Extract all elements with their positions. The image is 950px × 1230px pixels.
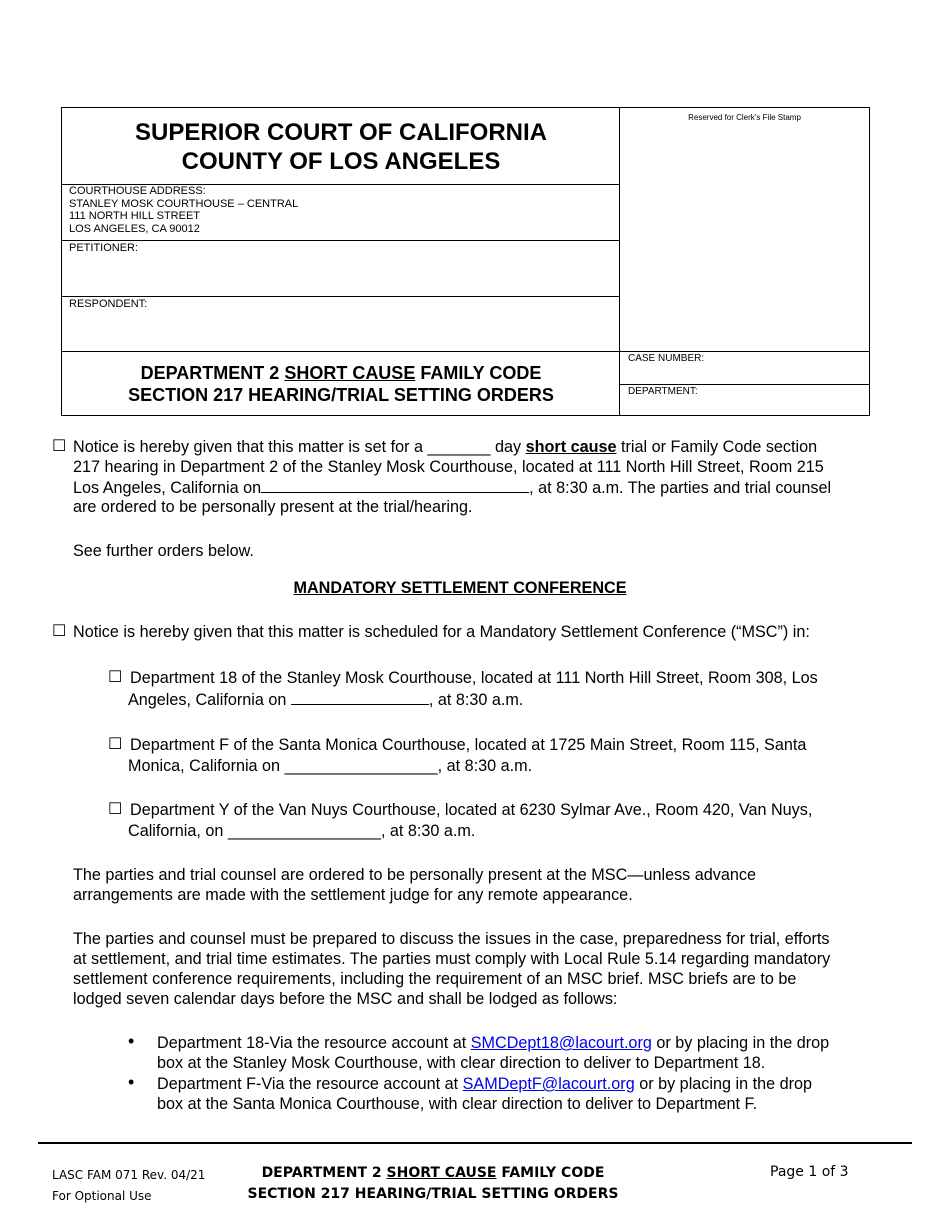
court-name-line2: COUNTY OF LOS ANGELES <box>181 148 501 175</box>
page-number: Page 1 of 3 <box>770 1164 849 1180</box>
text: Department 18-Via the resource account at <box>157 1034 471 1052</box>
divider <box>620 351 869 352</box>
text: , at 8:30 a.m. <box>428 691 524 709</box>
msc-dept18-line2 <box>128 689 523 710</box>
text: , at 8:30 a.m. <box>437 757 533 775</box>
form-title-line1 <box>62 362 620 384</box>
text: California, on <box>128 822 228 840</box>
footer-title <box>233 1163 633 1205</box>
text: trial or Family Code section <box>616 438 818 456</box>
case-number-label: CASE NUMBER: <box>628 353 705 364</box>
brief-dept18-line1 <box>157 1033 829 1053</box>
address-line1: STANLEY MOSK COURTHOUSE – CENTRAL <box>69 197 299 210</box>
text: Angeles, California on <box>128 691 291 709</box>
form-title-text: DEPARTMENT 2 <box>140 363 285 383</box>
form-id: LASC FAM 071 Rev. 04/21 <box>52 1168 206 1182</box>
footer-title-line1 <box>233 1163 633 1184</box>
msc-dept18-line1: Department 18 of the Stanley Mosk Courthouse, located at 111 North Hill Street, Room 308, Los <box>130 669 818 687</box>
msc-dept18-checkbox[interactable]: ☐ <box>108 669 123 686</box>
msc-deptf-checkbox[interactable]: ☐ <box>108 736 123 753</box>
text: , at 8:30 a.m. The parties and trial counsel <box>529 479 832 497</box>
form-title-short-cause: SHORT CAUSE <box>284 363 416 383</box>
address-line3: LOS ANGELES, CA 90012 <box>69 222 200 235</box>
divider <box>62 351 619 352</box>
court-name <box>62 118 620 176</box>
footer-rule <box>38 1142 912 1144</box>
form-title-line2: SECTION 217 HEARING/TRIAL SETTING ORDERS <box>128 385 554 405</box>
text: Monica, California on <box>128 757 285 775</box>
trial-notice-line3 <box>73 477 831 498</box>
msc-prep-line4: lodged seven calendar days before the MSC and shall be lodged as follows: <box>73 990 618 1008</box>
msc-prep-line2: at settlement, and trial time estimates. The parties must comply with Local Rule 5.14 regarding mandatory <box>73 950 831 968</box>
text: or by placing in the drop <box>651 1034 830 1052</box>
brief-dept18-line2: box at the Stanley Mosk Courthouse, with clear direction to deliver to Department 18. <box>157 1054 766 1072</box>
text: Department F-Via the resource account at <box>157 1075 463 1093</box>
msc-presence-line2: arrangements are made with the settlement judge for any remote appearance. <box>73 886 633 904</box>
form-title <box>62 362 620 406</box>
msc-notice-checkbox[interactable]: ☐ <box>52 623 67 640</box>
msc-heading: MANDATORY SETTLEMENT CONFERENCE <box>293 579 627 597</box>
department-label: DEPARTMENT: <box>628 386 698 397</box>
courthouse-address <box>69 185 298 235</box>
msc-deptf-line1: Department F of the Santa Monica Courthouse, located at 1725 Main Street, Room 115, Santa <box>130 736 807 754</box>
msc-depty-line2 <box>128 821 475 841</box>
see-further-orders: See further orders below. <box>73 542 254 560</box>
respondent-label: RESPONDENT: <box>69 298 148 310</box>
email-link-smcdept18[interactable]: SMCDept18@lacourt.org <box>470 1034 652 1052</box>
footer-form-info <box>52 1165 205 1207</box>
caption-right-column <box>620 108 869 415</box>
trial-notice-line4: are ordered to be personally present at the trial/hearing. <box>73 498 473 516</box>
short-cause-emphasis: short cause <box>525 438 617 456</box>
msc-presence-line1: The parties and trial counsel are ordered to be personally present at the MSC—unless advance <box>73 866 756 884</box>
msc-depty-date-blank[interactable]: _________________ <box>227 822 381 840</box>
form-title-text: FAMILY CODE <box>415 363 542 383</box>
trial-days-blank[interactable]: _______ <box>427 438 491 456</box>
text: Notice is hereby given that this matter is set for a <box>73 438 428 456</box>
bullet-icon: • <box>128 1031 135 1051</box>
text: Los Angeles, California on <box>73 479 262 497</box>
trial-notice-line1 <box>73 437 860 457</box>
brief-deptf-line1 <box>157 1074 812 1094</box>
trial-notice-line2: 217 hearing in Department 2 of the Stanley Mosk Courthouse, located at 111 North Hill Street, Room 215 <box>73 458 824 476</box>
msc-deptf-date-blank[interactable]: _________________ <box>284 757 438 775</box>
brief-deptf-line2: box at the Santa Monica Courthouse, with clear direction to deliver to Department F. <box>157 1095 758 1113</box>
caption-left-column <box>62 108 620 415</box>
courthouse-address-label: COURTHOUSE ADDRESS: <box>69 185 206 197</box>
divider <box>620 384 869 385</box>
caption-box <box>61 107 870 416</box>
court-name-line1: SUPERIOR COURT OF CALIFORNIA <box>135 119 547 146</box>
text: day <box>490 438 526 456</box>
petitioner-label: PETITIONER: <box>69 242 139 254</box>
clerk-stamp-label: Reserved for Clerk’s File Stamp <box>688 113 801 122</box>
msc-notice: Notice is hereby given that this matter is scheduled for a Mandatory Settlement Conference (“MSC”) in: <box>73 623 810 641</box>
text: DEPARTMENT 2 <box>261 1165 387 1181</box>
text: or by placing in the drop <box>634 1075 812 1093</box>
trial-notice-checkbox[interactable]: ☐ <box>52 438 67 455</box>
msc-deptf-line2 <box>128 756 532 776</box>
optional-use: For Optional Use <box>52 1189 152 1203</box>
divider <box>62 240 619 241</box>
bullet-icon: • <box>128 1072 135 1092</box>
address-line2: 111 NORTH HILL STREET <box>69 210 201 222</box>
msc-prep-line3: settlement conference requirements, including the requirement of an MSC brief. MSC briefs are to be <box>73 970 797 988</box>
email-link-samdeptf[interactable]: SAMDeptF@lacourt.org <box>462 1075 635 1093</box>
msc-dept18-date-blank[interactable] <box>291 689 429 705</box>
divider <box>62 296 619 297</box>
footer-title-line2: SECTION 217 HEARING/TRIAL SETTING ORDERS <box>247 1186 619 1202</box>
trial-date-blank[interactable] <box>261 477 529 493</box>
text: , at 8:30 a.m. <box>380 822 476 840</box>
msc-depty-checkbox[interactable]: ☐ <box>108 801 123 818</box>
footer-short-cause: SHORT CAUSE <box>386 1165 497 1181</box>
msc-prep-line1: The parties and counsel must be prepared to discuss the issues in the case, preparedness for trial, efforts <box>73 930 830 948</box>
text: FAMILY CODE <box>496 1165 605 1181</box>
msc-depty-line1: Department Y of the Van Nuys Courthouse, located at 6230 Sylmar Ave., Room 420, Van Nuys, <box>130 801 813 819</box>
